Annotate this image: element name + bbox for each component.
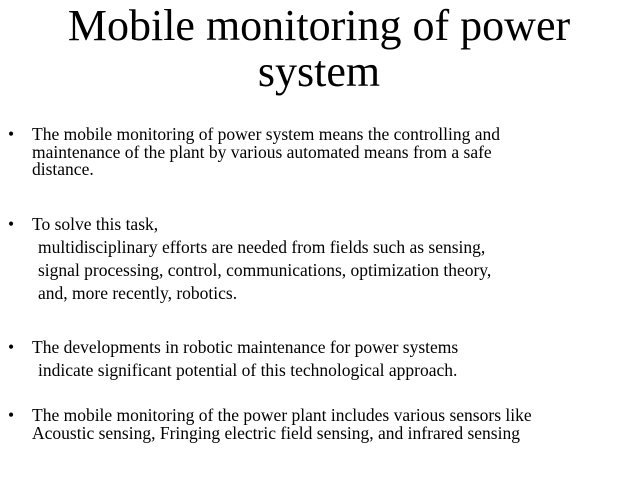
bullet-icon: • [8, 124, 15, 144]
title-line-1: Mobile monitoring of power [67, 1, 571, 50]
bullet-item [8, 407, 532, 442]
bullet-text-line: The mobile monitoring of the power plant includes various sensors like [32, 405, 532, 425]
bullet-text-line: maintenance of the plant by various automated means from a safe [32, 141, 492, 162]
bullet-text-line: The developments in robotic maintenance for power systems [32, 337, 459, 357]
bullet-text-line: indicate significant potential of this technological approach. [38, 360, 458, 380]
bullet-item [8, 126, 500, 179]
bullet-icon: • [8, 337, 15, 357]
title-line-2: system [257, 47, 381, 96]
bullet-icon: • [8, 214, 15, 234]
bullet-icon: • [8, 405, 15, 425]
slide-title [0, 3, 638, 95]
bullet-text-line: multidisciplinary efforts are needed from fields such as sensing, [38, 237, 486, 257]
bullet-text-line: Acoustic sensing, Fringing electric field sensing, and infrared sensing [32, 422, 520, 443]
bullet-text-line: signal processing, control, communications, optimization theory, [38, 260, 492, 280]
bullet-text-line: To solve this task, [32, 214, 159, 234]
bullet-item [8, 336, 458, 382]
bullet-text-line: distance. [32, 159, 94, 179]
bullet-text-line: The mobile monitoring of power system means the controlling and [32, 124, 501, 144]
bullet-item [8, 213, 491, 305]
bullet-text-line: and, more recently, robotics. [38, 283, 238, 303]
